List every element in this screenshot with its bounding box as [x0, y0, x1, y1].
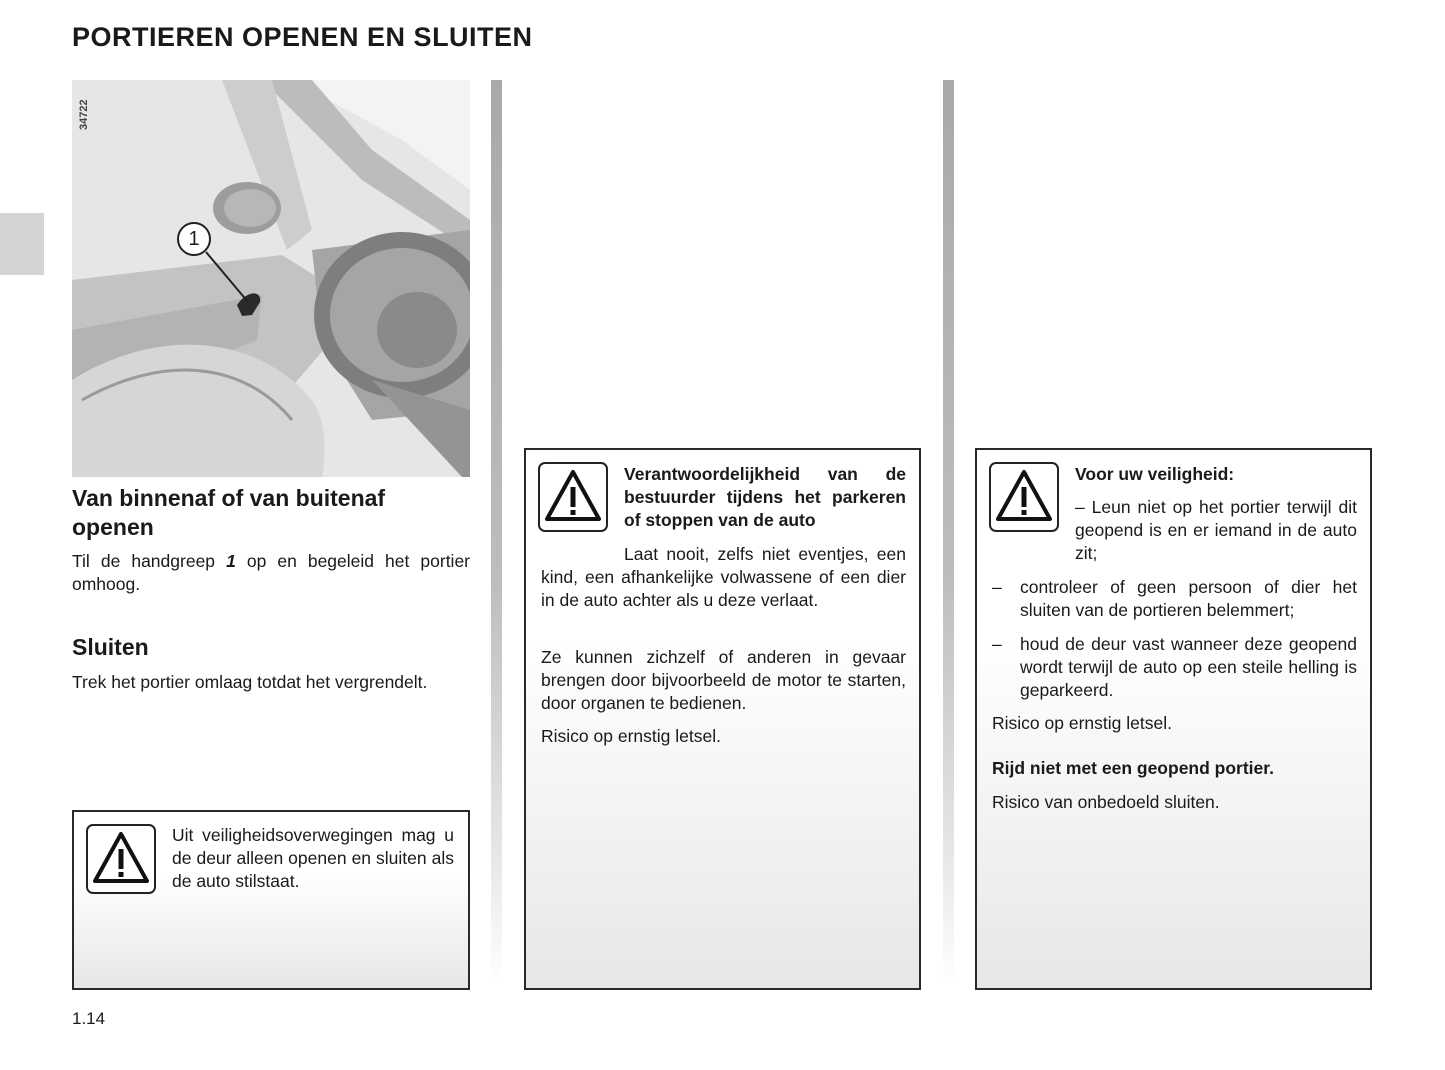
page-title: PORTIEREN OPENEN EN SLUITEN [72, 22, 533, 52]
warning-paragraph: Laat nooit, zelfs niet eventjes, een kind, een afhankelijke volwassene of een dier in de auto achter als u deze verlaat. [541, 544, 906, 610]
warning-box-right [975, 448, 1372, 990]
door-handle-illustration [72, 80, 470, 477]
callout-marker: 1 [177, 222, 211, 256]
warning-paragraph: Ze kunnen zichzelf of anderen in gevaar brengen door bijvoorbeeld de motor te starten, door organen te bedienen. [541, 647, 906, 713]
section-heading-open: Van binnenaf of van buitenaf openen [72, 485, 386, 540]
open-instructions: Til de handgreep 1 op en begeleid het portier omhoog. [72, 551, 471, 594]
list-item: – controleer of geen persoon of dier het sluiten van de portieren belemmert; [992, 577, 1357, 620]
warning-text: Uit veiligheidsoverwegingen mag u de deur alleen openen en sluiten als de auto stilstaat. [172, 825, 454, 891]
warning-triangle-icon [989, 462, 1059, 532]
section-heading-close: Sluiten [72, 634, 149, 660]
warning-risk: Risico op ernstig letsel. [992, 713, 1172, 733]
list-item: – houd de deur vast wanneer deze geopend wordt terwijl de auto op een steile helling is geparkeerd. [992, 634, 1357, 700]
warning-box-left [72, 810, 470, 990]
page-number: 1.14 [72, 1009, 106, 1028]
warning-title: Verantwoordelijkheid van de bestuurder tijdens het parkeren of stoppen van de auto [624, 464, 906, 530]
warning-risk: Risico op ernstig letsel. [541, 726, 721, 746]
close-instructions: Trek het portier omlaag totdat het vergrendelt. [72, 672, 428, 692]
warning-bold-line: Rijd niet met een geopend portier. [992, 758, 1274, 778]
warning-triangle-icon [86, 824, 156, 894]
warning-box-middle [524, 448, 921, 990]
column-divider [943, 80, 954, 985]
chapter-tab [0, 213, 44, 275]
warning-title: Voor uw veiligheid: [1075, 464, 1235, 484]
warning-intro: – Leun niet op het portier terwijl dit geopend is en er iemand in de auto zit; [1075, 497, 1357, 563]
figure-code: 34722 [78, 99, 90, 130]
column-divider [491, 80, 502, 985]
warning-risk: Risico van onbedoeld sluiten. [992, 792, 1220, 812]
warning-triangle-icon [538, 462, 608, 532]
